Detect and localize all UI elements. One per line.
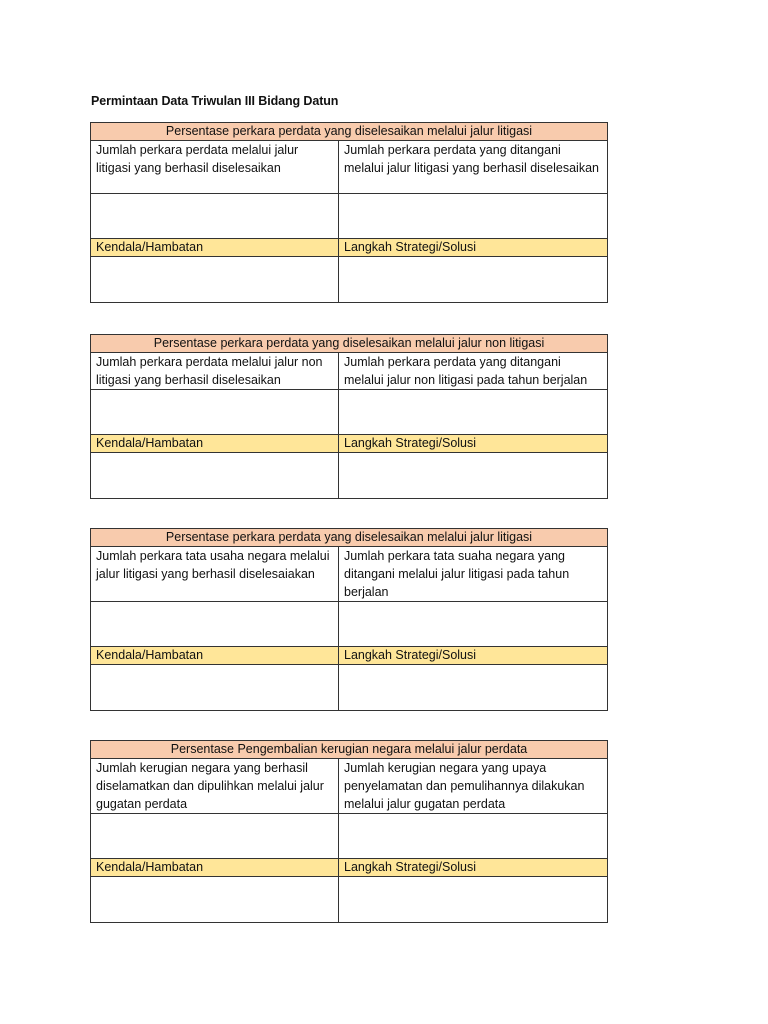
form-table-kerugian-negara	[90, 740, 608, 923]
column-label-2: Jumlah kerugian negara yang upaya penyelamatan dan pemulihannya dilakukan melalui jalur gugatan perdata	[339, 759, 608, 814]
value-cell-1[interactable]	[91, 390, 339, 435]
column-label-1: Jumlah perkara perdata melalui jalur non litigasi yang berhasil diselesaikan	[91, 353, 339, 390]
solusi-cell[interactable]	[339, 257, 608, 303]
column-label-2: Jumlah perkara perdata yang ditangani melalui jalur litigasi yang berhasil diselesaikan	[339, 141, 608, 194]
document-title: Permintaan Data Triwulan III Bidang Datun	[91, 94, 339, 108]
kendala-cell[interactable]	[91, 453, 339, 499]
kendala-cell[interactable]	[91, 257, 339, 303]
solusi-cell[interactable]	[339, 665, 608, 711]
solusi-label: Langkah Strategi/Solusi	[339, 647, 608, 665]
value-cell-2[interactable]	[339, 814, 608, 859]
value-cell-1[interactable]	[91, 194, 339, 239]
kendala-label: Kendala/Hambatan	[91, 859, 339, 877]
column-label-1: Jumlah perkara tata usaha negara melalui jalur litigasi yang berhasil diselesaiakan	[91, 547, 339, 602]
form-table-non-litigasi	[90, 334, 608, 499]
kendala-cell[interactable]	[91, 877, 339, 923]
solusi-cell[interactable]	[339, 877, 608, 923]
value-cell-1[interactable]	[91, 602, 339, 647]
form-table-tata-usaha-negara	[90, 528, 608, 711]
table-header: Persentase perkara perdata yang diselesaikan melalui jalur litigasi	[91, 529, 608, 547]
column-label-2: Jumlah perkara perdata yang ditangani melalui jalur non litigasi pada tahun berjalan	[339, 353, 608, 390]
column-label-1: Jumlah kerugian negara yang berhasil diselamatkan dan dipulihkan melalui jalur gugatan perdata	[91, 759, 339, 814]
solusi-label: Langkah Strategi/Solusi	[339, 239, 608, 257]
solusi-label: Langkah Strategi/Solusi	[339, 435, 608, 453]
kendala-cell[interactable]	[91, 665, 339, 711]
column-label-2: Jumlah perkara tata suaha negara yang ditangani melalui jalur litigasi pada tahun berjalan	[339, 547, 608, 602]
form-table-litigasi	[90, 122, 608, 303]
value-cell-2[interactable]	[339, 390, 608, 435]
table-header: Persentase perkara perdata yang diselesaikan melalui jalur litigasi	[91, 123, 608, 141]
table-header: Persentase perkara perdata yang diselesaikan melalui jalur non litigasi	[91, 335, 608, 353]
kendala-label: Kendala/Hambatan	[91, 239, 339, 257]
kendala-label: Kendala/Hambatan	[91, 435, 339, 453]
value-cell-2[interactable]	[339, 194, 608, 239]
solusi-label: Langkah Strategi/Solusi	[339, 859, 608, 877]
value-cell-2[interactable]	[339, 602, 608, 647]
kendala-label: Kendala/Hambatan	[91, 647, 339, 665]
solusi-cell[interactable]	[339, 453, 608, 499]
column-label-1: Jumlah perkara perdata melalui jalur litigasi yang berhasil diselesaikan	[91, 141, 339, 194]
value-cell-1[interactable]	[91, 814, 339, 859]
table-header: Persentase Pengembalian kerugian negara melalui jalur perdata	[91, 741, 608, 759]
